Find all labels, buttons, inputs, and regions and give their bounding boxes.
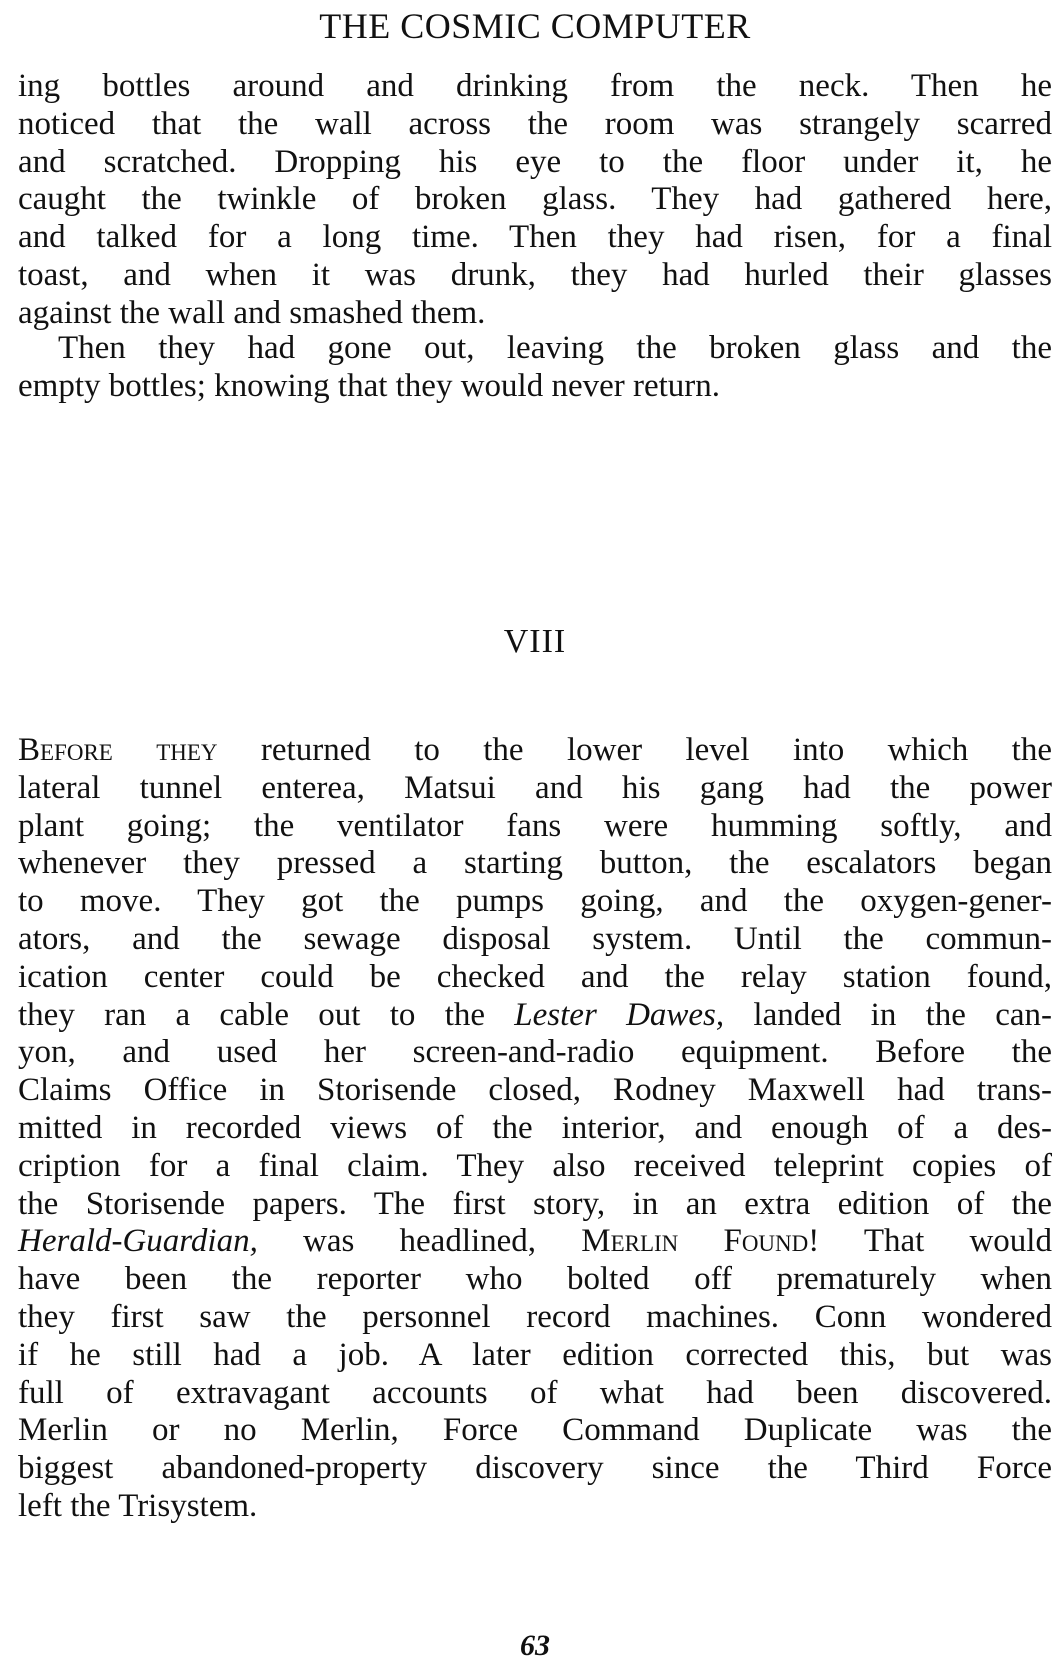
opening-small-caps: Before they [18,732,218,768]
text-line: whenever they pressed a starting button, the escalators began [18,845,1052,882]
text-line: the Storisende papers. The first story, in an extra edition of the [18,1185,1052,1222]
text-line: left the Trisystem. [18,1487,258,1524]
page-number: 63 [520,1629,550,1662]
text-fragment: returned to the lower level into which the [217,732,1052,768]
chapter-number: VIII [503,623,567,660]
text-line: ators, and the sewage disposal system. Until the commun- [18,920,1052,957]
newspaper-name: Herald-Guardian, [18,1223,258,1260]
text-fragment: That would [819,1223,1052,1260]
book-page [18,0,1052,1668]
running-head: THE COSMIC COMPUTER [319,6,751,46]
text-line: noticed that the wall across the room was strangely scarred [18,105,1052,142]
text-line: lateral tunnel enterea, Matsui and his gang had the power [18,769,1052,806]
paragraph-chapter-opening [18,732,1052,1526]
text-line: caught the twinkle of broken glass. They had gathered here, [18,181,1052,218]
text-line: yon, and used her screen-and-radio equipment. Before the [18,1034,1052,1071]
headline: Merlin Found! [581,1223,820,1260]
text-fragment: was headlined, [257,1223,582,1260]
ship-name: Lester Dawes, [514,996,725,1033]
text-line: Claims Office in Storisende closed, Rodney Maxwell had trans- [18,1072,1052,1109]
text-line: empty bottles; knowing that they would never return. [18,367,721,404]
paragraph-continued [18,68,1052,333]
text-line: and talked for a long time. Then they had risen, for a final [18,219,1052,256]
text-line: mitted in recorded views of the interior, and enough of a des- [18,1109,1052,1146]
text-line: and scratched. Dropping his eye to the floor under it, he [18,143,1052,180]
text-line [18,732,1052,770]
text-line: if he still had a job. A later edition corrected this, but was [18,1336,1052,1373]
text-line [18,1223,1052,1261]
paragraph-closing [18,330,1052,406]
text-line: Then they had gone out, leaving the broken glass and the [58,330,1052,366]
text-line: cription for a final claim. They also received teleprint copies of [18,1147,1052,1184]
text-line: full of extravagant accounts of what had been discovered. [18,1374,1052,1411]
text-line: have been the reporter who bolted off prematurely when [18,1261,1052,1298]
text-line: Merlin or no Merlin, Force Command Duplicate was the [18,1412,1052,1449]
text-line: against the wall and smashed them. [18,294,486,331]
text-line: plant going; the ventilator fans were humming softly, and [18,807,1052,844]
text-fragment: they ran a cable out to the [18,996,515,1033]
text-line [18,997,1052,1035]
text-line: they first saw the personnel record machines. Conn wondered [18,1298,1052,1335]
text-line: toast, and when it was drunk, they had hurled their glasses [18,256,1052,293]
text-line: to move. They got the pumps going, and the oxygen-gener- [18,883,1052,920]
text-line: ing bottles around and drinking from the neck. Then he [18,68,1052,104]
text-line: ication center could be checked and the relay station found, [18,958,1052,995]
text-fragment: landed in the can- [724,996,1052,1033]
text-line: biggest abandoned-property discovery since the Third Force [18,1450,1052,1487]
